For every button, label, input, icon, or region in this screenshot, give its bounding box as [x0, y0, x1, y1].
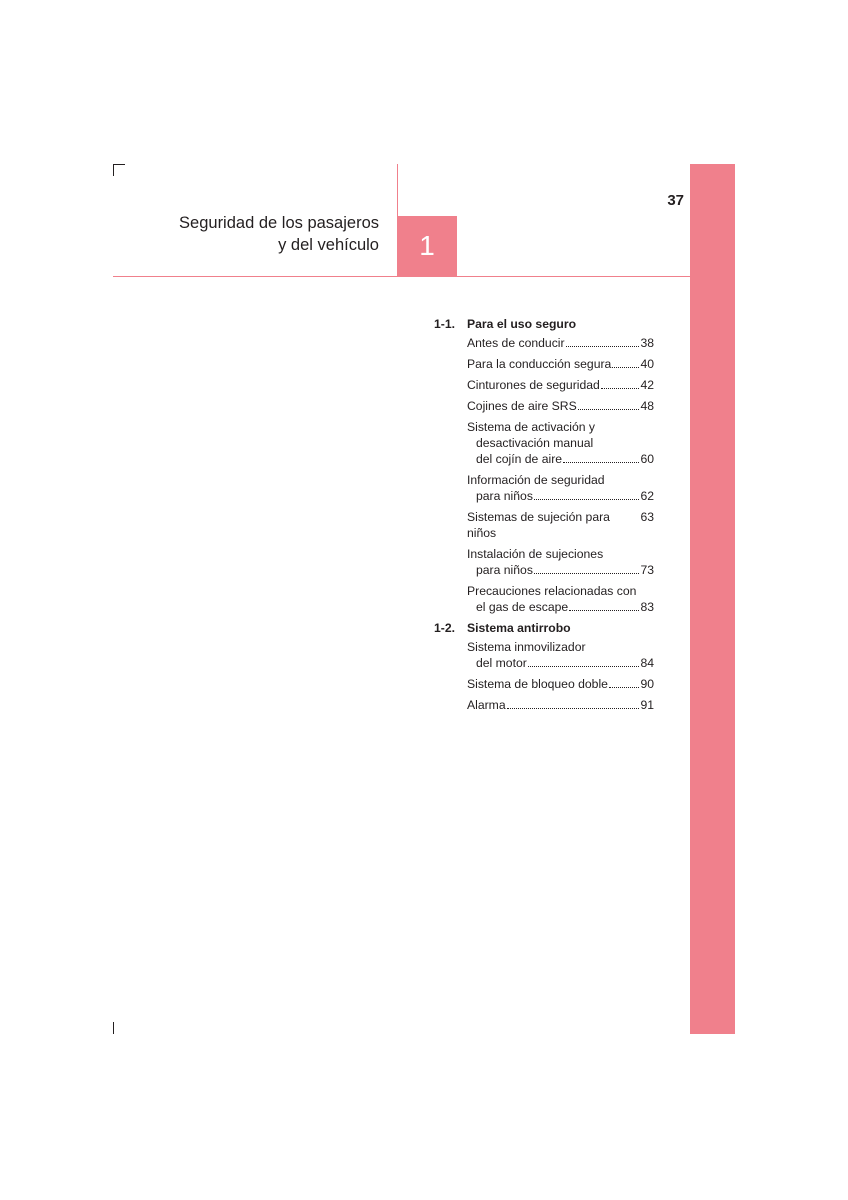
chapter-title-line1: Seguridad de los pasajeros	[179, 214, 379, 232]
toc-entry-last-line	[467, 451, 654, 467]
toc-section-title: Para el uso seguro	[467, 317, 577, 331]
toc-entry-page: 62	[640, 489, 654, 503]
toc-entry[interactable]	[467, 419, 654, 467]
toc-entry[interactable]	[467, 583, 654, 615]
toc-dot-leader	[601, 388, 640, 389]
toc-entry-label: Cinturones de seguridad	[467, 378, 600, 392]
toc-entry-page: 90	[640, 677, 654, 691]
toc-entry-last-line	[467, 356, 654, 372]
toc-entry-text-line: Precauciones relacionadas con	[467, 584, 637, 598]
toc-entry-text-line: Sistema de activación y	[467, 420, 596, 434]
toc-entry[interactable]	[467, 472, 654, 504]
toc-dot-leader	[612, 367, 639, 368]
toc-entry-page: 60	[640, 452, 654, 466]
toc-entry-last-line	[467, 697, 654, 713]
toc-entry-page: 63	[640, 510, 654, 524]
toc-entry-label: Alarma	[467, 698, 506, 712]
toc-entry-label: Sistema de bloqueo doble	[467, 677, 608, 691]
toc-entry[interactable]	[467, 697, 654, 713]
toc-entry-last-line	[467, 562, 654, 578]
toc-entry-last-line	[467, 488, 654, 504]
toc-entry-last-line	[467, 676, 654, 692]
toc-entry[interactable]	[467, 377, 654, 393]
toc-entry-text-line: desactivación manual	[476, 436, 594, 450]
toc-section-heading	[434, 620, 654, 636]
chapter-number: 1	[419, 230, 435, 261]
toc-entry-page: 48	[640, 399, 654, 413]
toc-entry-last-line	[467, 509, 654, 541]
toc-entry[interactable]	[467, 509, 654, 541]
toc-entry-page: 73	[640, 563, 654, 577]
toc-entry[interactable]	[467, 356, 654, 372]
toc-entry-text-line: Sistema inmovilizador	[467, 640, 586, 654]
toc-entry[interactable]	[467, 639, 654, 671]
toc-entry-last-line	[467, 377, 654, 393]
toc-entry-page: 83	[640, 600, 654, 614]
toc-entry-label: Sistemas de sujeción para niños	[467, 510, 610, 540]
toc-entry-page: 91	[640, 698, 654, 712]
toc-entry-label: para niños	[476, 563, 533, 577]
toc-section-number: 1-2.	[434, 621, 456, 635]
toc-entry-label: Cojines de aire SRS	[467, 399, 577, 413]
toc-dot-leader	[528, 666, 640, 667]
toc-section-heading	[434, 316, 654, 332]
toc-dot-leader	[534, 499, 640, 500]
toc-section-title: Sistema antirrobo	[467, 621, 571, 635]
toc-entry[interactable]	[467, 335, 654, 351]
toc-entry-last-line	[467, 335, 654, 351]
toc-entry-label: del motor	[476, 656, 527, 670]
toc-dot-leader	[534, 573, 640, 574]
toc-dot-leader	[569, 610, 639, 611]
crop-mark-bottom-left-v	[113, 1022, 114, 1034]
toc-entry-label: Para la conducción segura	[467, 357, 612, 371]
chapter-number-box	[397, 216, 457, 276]
chapter-title	[179, 212, 379, 256]
toc-section-number: 1-1.	[434, 317, 456, 331]
toc-entry-text-line: Instalación de sujeciones	[467, 547, 604, 561]
toc-entry-label: Antes de conducir	[467, 336, 565, 350]
toc-entry-text-line: Información de seguridad	[467, 473, 605, 487]
toc-dot-leader	[566, 346, 640, 347]
chapter-title-line2: y del vehículo	[278, 236, 379, 254]
toc-entry-page: 38	[640, 336, 654, 350]
toc-dot-leader	[507, 708, 640, 709]
toc-dot-leader	[609, 687, 640, 688]
toc-entry[interactable]	[467, 546, 654, 578]
page-number: 37	[667, 192, 684, 209]
toc-entry[interactable]	[467, 398, 654, 414]
toc-dot-leader	[578, 409, 640, 410]
toc-entry-page: 40	[640, 357, 654, 371]
chapter-thumb-tab	[690, 164, 735, 1034]
toc-entry[interactable]	[467, 676, 654, 692]
toc-entry-label: del cojín de aire	[476, 452, 563, 466]
table-of-contents	[434, 312, 654, 718]
toc-entry-page: 84	[640, 656, 654, 670]
crop-mark-top-left-h	[113, 164, 125, 165]
toc-entry-label: para niños	[476, 489, 533, 503]
toc-entry-last-line	[467, 599, 654, 615]
toc-entry-label: el gas de escape	[476, 600, 569, 614]
crop-mark-top-left-v	[113, 164, 114, 176]
toc-entry-last-line	[467, 398, 654, 414]
chapter-horizontal-rule	[113, 276, 693, 277]
toc-entry-last-line	[467, 655, 654, 671]
toc-dot-leader	[563, 462, 639, 463]
toc-entry-page: 42	[640, 378, 654, 392]
